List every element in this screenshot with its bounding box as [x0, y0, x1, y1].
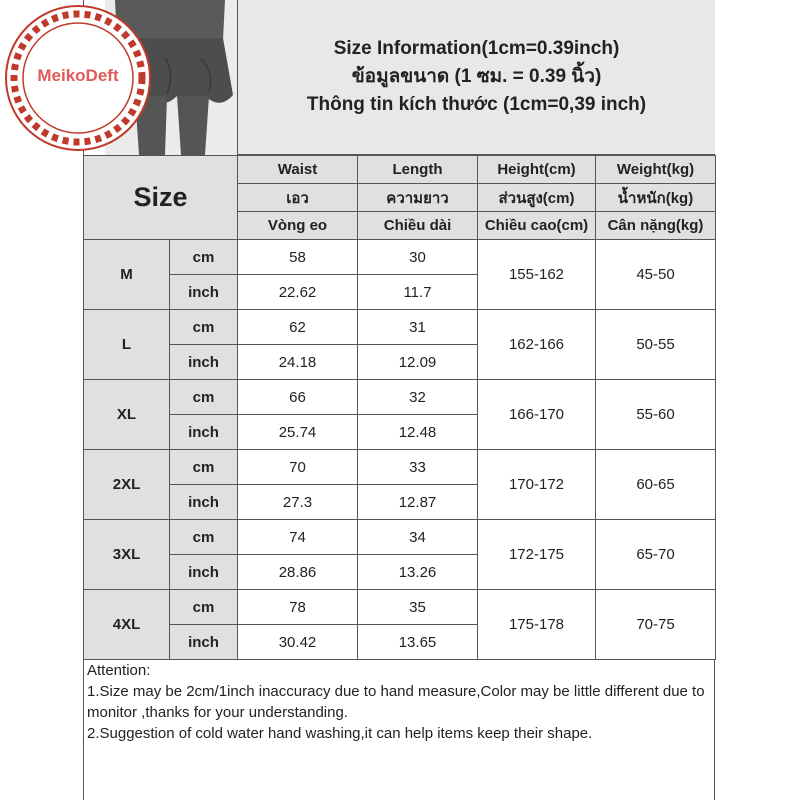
column-header: Chiều cao(cm)	[478, 212, 596, 240]
size-label-cell: 2XL	[84, 450, 170, 520]
attention-title: Attention:	[87, 662, 151, 679]
size-label-cell: 4XL	[84, 590, 170, 660]
length-cell: 30	[358, 240, 478, 275]
length-cell: 31	[358, 310, 478, 345]
size-information-header	[237, 0, 715, 155]
weight-cell: 50-55	[596, 310, 716, 380]
weight-cell: 70-75	[596, 590, 716, 660]
column-header: Height(cm)	[478, 156, 596, 184]
height-cell: 166-170	[478, 380, 596, 450]
unit-cell: inch	[170, 345, 238, 380]
weight-cell: 45-50	[596, 240, 716, 310]
waist-cell: 70	[238, 450, 358, 485]
weight-cell: 55-60	[596, 380, 716, 450]
unit-cell: cm	[170, 310, 238, 345]
unit-cell: inch	[170, 415, 238, 450]
size-table	[83, 155, 716, 660]
waist-cell: 78	[238, 590, 358, 625]
waist-cell: 28.86	[238, 555, 358, 590]
table-row	[84, 380, 716, 415]
height-cell: 162-166	[478, 310, 596, 380]
length-cell: 12.09	[358, 345, 478, 380]
table-row	[84, 240, 716, 275]
unit-cell: cm	[170, 590, 238, 625]
header-line-thai: ข้อมูลขนาด (1 ซม. = 0.39 นิ้ว)	[351, 66, 602, 87]
unit-cell: inch	[170, 485, 238, 520]
table-row	[84, 590, 716, 625]
length-cell: 13.65	[358, 625, 478, 660]
waist-cell: 24.18	[238, 345, 358, 380]
waist-cell: 66	[238, 380, 358, 415]
attention-notes	[83, 658, 715, 800]
weight-cell: 65-70	[596, 520, 716, 590]
brand-logo-text: MeikoDeft	[37, 66, 119, 85]
column-header: ส่วนสูง(cm)	[478, 184, 596, 212]
length-cell: 12.48	[358, 415, 478, 450]
unit-cell: cm	[170, 520, 238, 555]
height-cell: 172-175	[478, 520, 596, 590]
waist-cell: 62	[238, 310, 358, 345]
length-cell: 13.26	[358, 555, 478, 590]
column-header: Weight(kg)	[596, 156, 716, 184]
table-row	[84, 310, 716, 345]
header-row-english	[84, 156, 716, 184]
unit-cell: cm	[170, 240, 238, 275]
size-label-cell: M	[84, 240, 170, 310]
attention-note-1: 1.Size may be 2cm/1inch inaccuracy due to hand measure,Color may be little different due to monitor ,thanks for your understanding.	[87, 683, 705, 721]
column-header: Cân nặng(kg)	[596, 212, 716, 240]
unit-cell: cm	[170, 380, 238, 415]
waist-cell: 27.3	[238, 485, 358, 520]
waist-cell: 22.62	[238, 275, 358, 310]
header-line-english: Size Information(1cm=0.39inch)	[333, 38, 620, 59]
waist-cell: 58	[238, 240, 358, 275]
column-header: Waist	[238, 156, 358, 184]
unit-cell: cm	[170, 450, 238, 485]
waist-cell: 74	[238, 520, 358, 555]
height-cell: 175-178	[478, 590, 596, 660]
table-row	[84, 520, 716, 555]
table-row	[84, 450, 716, 485]
length-cell: 33	[358, 450, 478, 485]
waist-cell: 30.42	[238, 625, 358, 660]
size-label-cell: L	[84, 310, 170, 380]
size-label-cell: 3XL	[84, 520, 170, 590]
length-cell: 12.87	[358, 485, 478, 520]
height-cell: 170-172	[478, 450, 596, 520]
header-line-vietnamese: Thông tin kích thước (1cm=0,39 inch)	[306, 94, 647, 115]
length-cell: 35	[358, 590, 478, 625]
length-cell: 34	[358, 520, 478, 555]
length-cell: 11.7	[358, 275, 478, 310]
unit-cell: inch	[170, 275, 238, 310]
weight-cell: 60-65	[596, 450, 716, 520]
column-header: Chiều dài	[358, 212, 478, 240]
unit-cell: inch	[170, 625, 238, 660]
size-column-header: Size	[84, 156, 238, 240]
unit-cell: inch	[170, 555, 238, 590]
size-label-cell: XL	[84, 380, 170, 450]
column-header: น้ำหนัก(kg)	[596, 184, 716, 212]
waist-cell: 25.74	[238, 415, 358, 450]
length-cell: 32	[358, 380, 478, 415]
column-header: Length	[358, 156, 478, 184]
attention-note-2: 2.Suggestion of cold water hand washing,it can help items keep their shape.	[87, 725, 593, 742]
column-header: ความยาว	[358, 184, 478, 212]
brand-logo	[2, 2, 154, 154]
column-header: Vòng eo	[238, 212, 358, 240]
height-cell: 155-162	[478, 240, 596, 310]
column-header: เอว	[238, 184, 358, 212]
